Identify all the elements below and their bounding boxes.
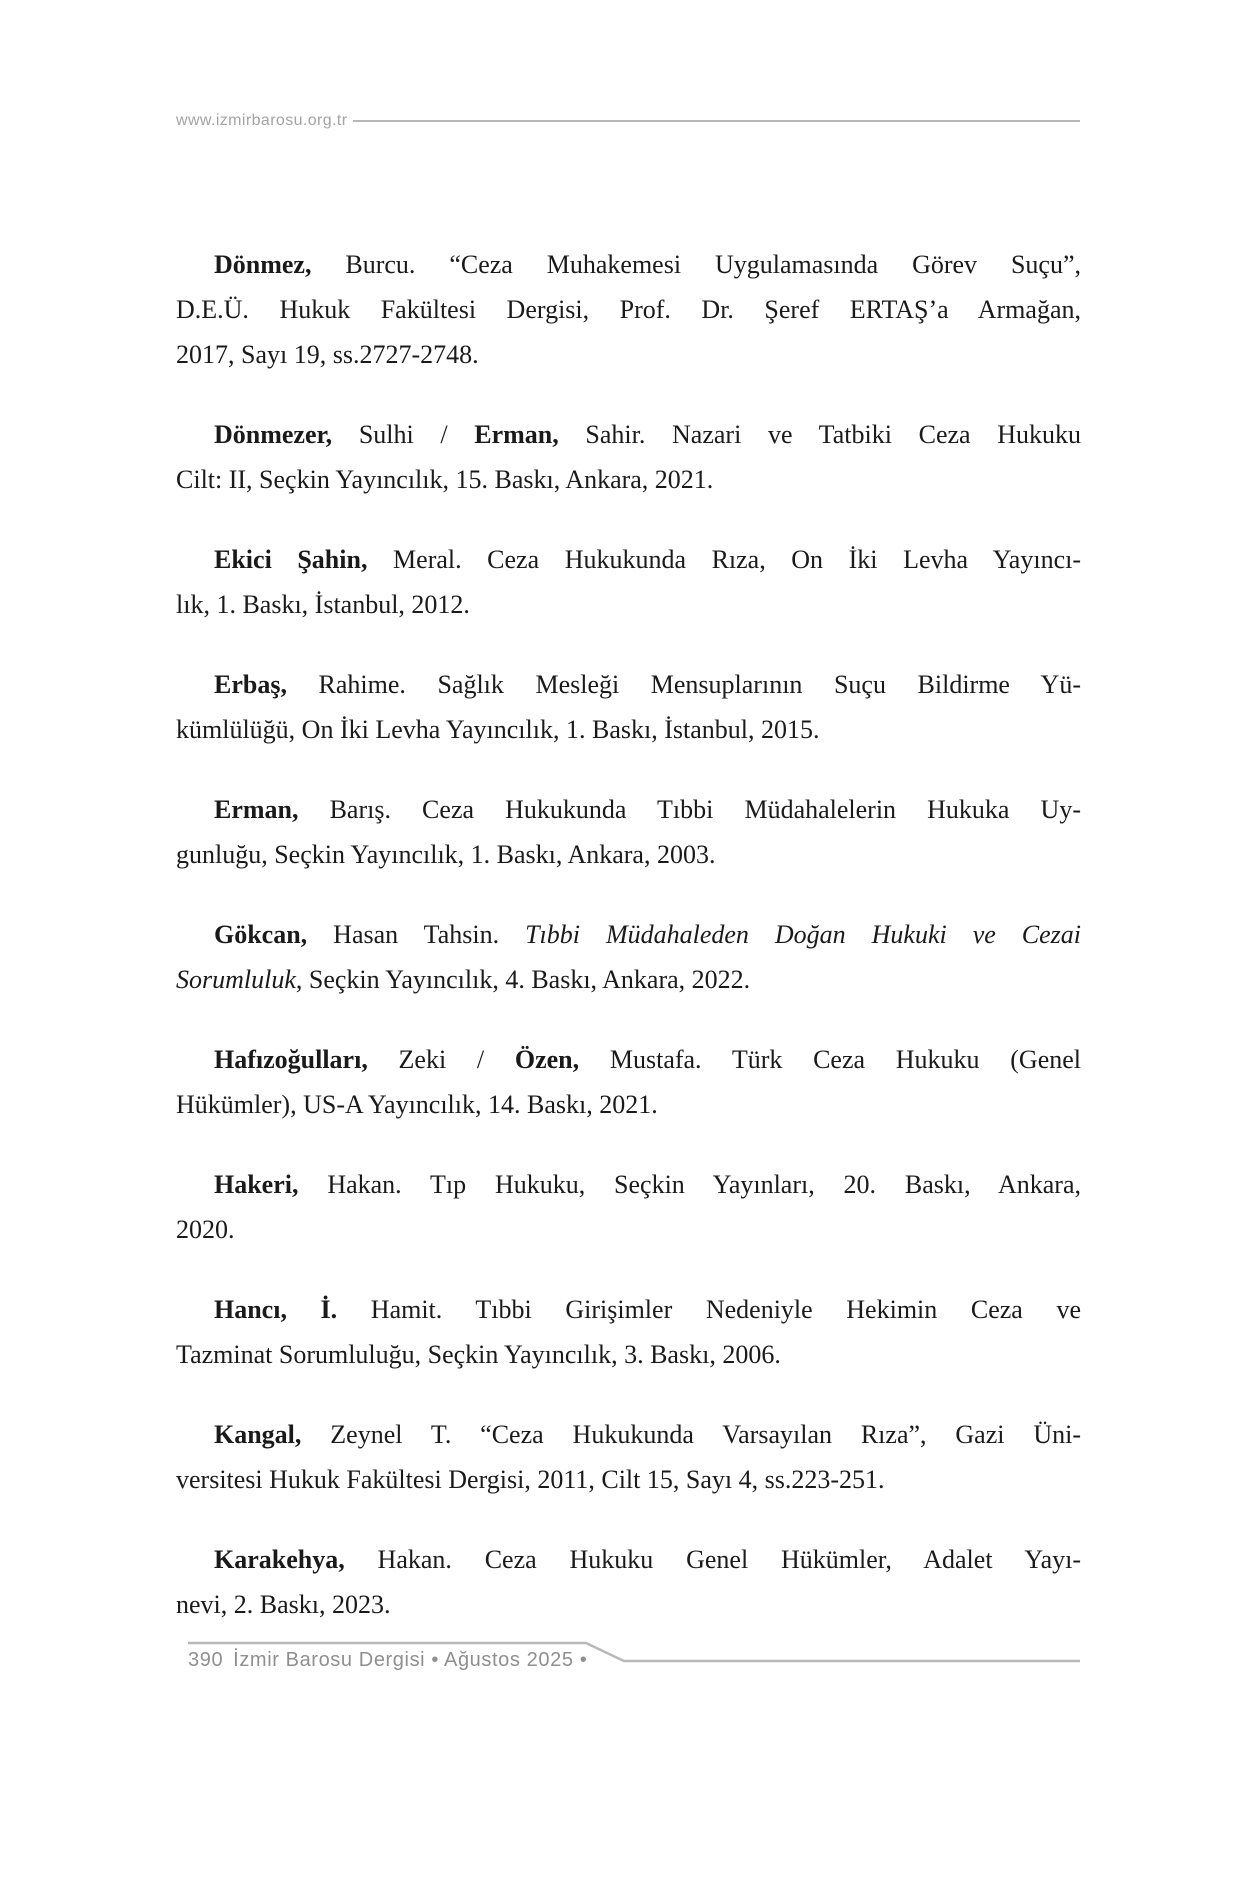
entry-text: Zeynel T. “Ceza Hukukunda Varsayılan Rıza”, Gazi Üni- xyxy=(301,1420,1081,1449)
entry-line xyxy=(176,832,1081,877)
entry-text: Hakan. Ceza Hukuku Genel Hükümler, Adalet Yayı- xyxy=(344,1545,1081,1574)
entry-text: Zeki / xyxy=(367,1045,515,1074)
entry-line xyxy=(176,1162,1081,1207)
page-header xyxy=(176,112,1080,130)
entry-text: Barış. Ceza Hukukunda Tıbbi Müdahalelerin Hukuka Uy- xyxy=(298,795,1081,824)
author-name: Hancı, İ. xyxy=(214,1295,338,1324)
entry-text: Burcu. “Ceza Muhakemesi Uygulamasında Görev Suçu”, xyxy=(311,250,1081,279)
entry-line xyxy=(176,662,1081,707)
author-name: Dönmez, xyxy=(214,250,312,279)
entry-line xyxy=(176,1082,1081,1127)
entry-text: Hamit. Tıbbi Girişimler Nedeniyle Hekimin Ceza ve xyxy=(337,1295,1081,1324)
entry-text: Rahime. Sağlık Mesleği Mensuplarının Suçu Bildirme Yü- xyxy=(286,670,1081,699)
entry-line xyxy=(176,332,1081,377)
entry-line xyxy=(176,457,1081,502)
bibliography-entry xyxy=(176,1037,1081,1127)
entry-text: Sulhi / xyxy=(332,420,475,449)
bibliography-entry xyxy=(176,1412,1081,1502)
entry-text: Cilt: II, Seçkin Yayıncılık, 15. Baskı, Ankara, 2021. xyxy=(176,465,714,494)
header-rule xyxy=(353,120,1080,122)
entry-text: Hakan. Tıp Hukuku, Seçkin Yayınları, 20. Baskı, Ankara, xyxy=(298,1170,1081,1199)
entry-text: Hükümler), US-A Yayıncılık, 14. Baskı, 2021. xyxy=(176,1090,658,1119)
bibliography-entry xyxy=(176,662,1081,752)
entry-line xyxy=(176,1287,1081,1332)
author-name: Ekici Şahin, xyxy=(214,545,368,574)
entry-text: D.E.Ü. Hukuk Fakültesi Dergisi, Prof. Dr. Şeref ERTAŞ’a Armağan, xyxy=(176,295,1081,324)
page-footer xyxy=(188,1638,1080,1680)
website-url: www.izmirbarosu.org.tr xyxy=(176,112,348,129)
entry-text: , Seçkin Yayıncılık, 4. Baskı, Ankara, 2022. xyxy=(295,965,751,994)
author-name: Dönmezer, xyxy=(214,420,333,449)
bibliography-entry xyxy=(176,1287,1081,1377)
author-name: Kangal, xyxy=(214,1420,302,1449)
entry-line xyxy=(176,287,1081,332)
entry-text: Meral. Ceza Hukukunda Rıza, On İki Levha Yayıncı- xyxy=(367,545,1081,574)
entry-text: Sahir. Nazari ve Tatbiki Ceza Hukuku xyxy=(558,420,1081,449)
bibliography-entry xyxy=(176,412,1081,502)
entry-text: 2017, Sayı 19, ss.2727-2748. xyxy=(176,340,479,369)
entry-line xyxy=(176,1457,1081,1502)
entry-line xyxy=(176,707,1081,752)
entry-line xyxy=(176,412,1081,457)
entry-line xyxy=(176,1582,1081,1627)
entry-line xyxy=(176,582,1081,627)
author-name: Erman, xyxy=(474,420,559,449)
bibliography-entry xyxy=(176,242,1081,377)
entry-text: Tazminat Sorumluluğu, Seçkin Yayıncılık, 3. Baskı, 2006. xyxy=(176,1340,781,1369)
author-name: Erbaş, xyxy=(214,670,287,699)
work-title: Sorumluluk xyxy=(176,965,296,994)
entry-line xyxy=(176,957,1081,1002)
author-name: Özen, xyxy=(514,1045,580,1074)
bibliography-entry xyxy=(176,787,1081,877)
author-name: Karakehya, xyxy=(214,1545,345,1574)
bibliography-entry xyxy=(176,912,1081,1002)
entry-line xyxy=(176,1537,1081,1582)
bibliography-entry xyxy=(176,537,1081,627)
author-name: Erman, xyxy=(214,795,299,824)
bibliography-entry xyxy=(176,1537,1081,1627)
footer-text xyxy=(188,1638,1080,1672)
page-number: 390 xyxy=(188,1649,224,1671)
author-name: Hafızoğulları, xyxy=(214,1045,368,1074)
work-title: Tıbbi Müdahaleden Doğan Hukuki ve Cezai xyxy=(525,920,1081,949)
author-name: Gökcan, xyxy=(214,920,308,949)
entry-text: Hasan Tahsin. xyxy=(307,920,526,949)
entry-line xyxy=(176,787,1081,832)
entry-text: 2020. xyxy=(176,1215,235,1244)
author-name: Hakeri, xyxy=(214,1170,299,1199)
entry-line xyxy=(176,242,1081,287)
entry-text: lık, 1. Baskı, İstanbul, 2012. xyxy=(176,590,470,619)
entry-line xyxy=(176,1412,1081,1457)
entry-line xyxy=(176,912,1081,957)
entry-text: versitesi Hukuk Fakültesi Dergisi, 2011, Cilt 15, Sayı 4, ss.223-251. xyxy=(176,1465,885,1494)
bibliography xyxy=(176,242,1081,1662)
entry-text: kümlülüğü, On İki Levha Yayıncılık, 1. Baskı, İstanbul, 2015. xyxy=(176,715,820,744)
journal-info: İzmir Barosu Dergisi • Ağustos 2025 • xyxy=(233,1649,588,1671)
entry-line xyxy=(176,1207,1081,1252)
entry-text: nevi, 2. Baskı, 2023. xyxy=(176,1590,391,1619)
entry-line xyxy=(176,1037,1081,1082)
entry-line xyxy=(176,1332,1081,1377)
bibliography-entry xyxy=(176,1162,1081,1252)
entry-text: gunluğu, Seçkin Yayıncılık, 1. Baskı, Ankara, 2003. xyxy=(176,840,716,869)
entry-line xyxy=(176,537,1081,582)
entry-text: Mustafa. Türk Ceza Hukuku (Genel xyxy=(579,1045,1081,1074)
